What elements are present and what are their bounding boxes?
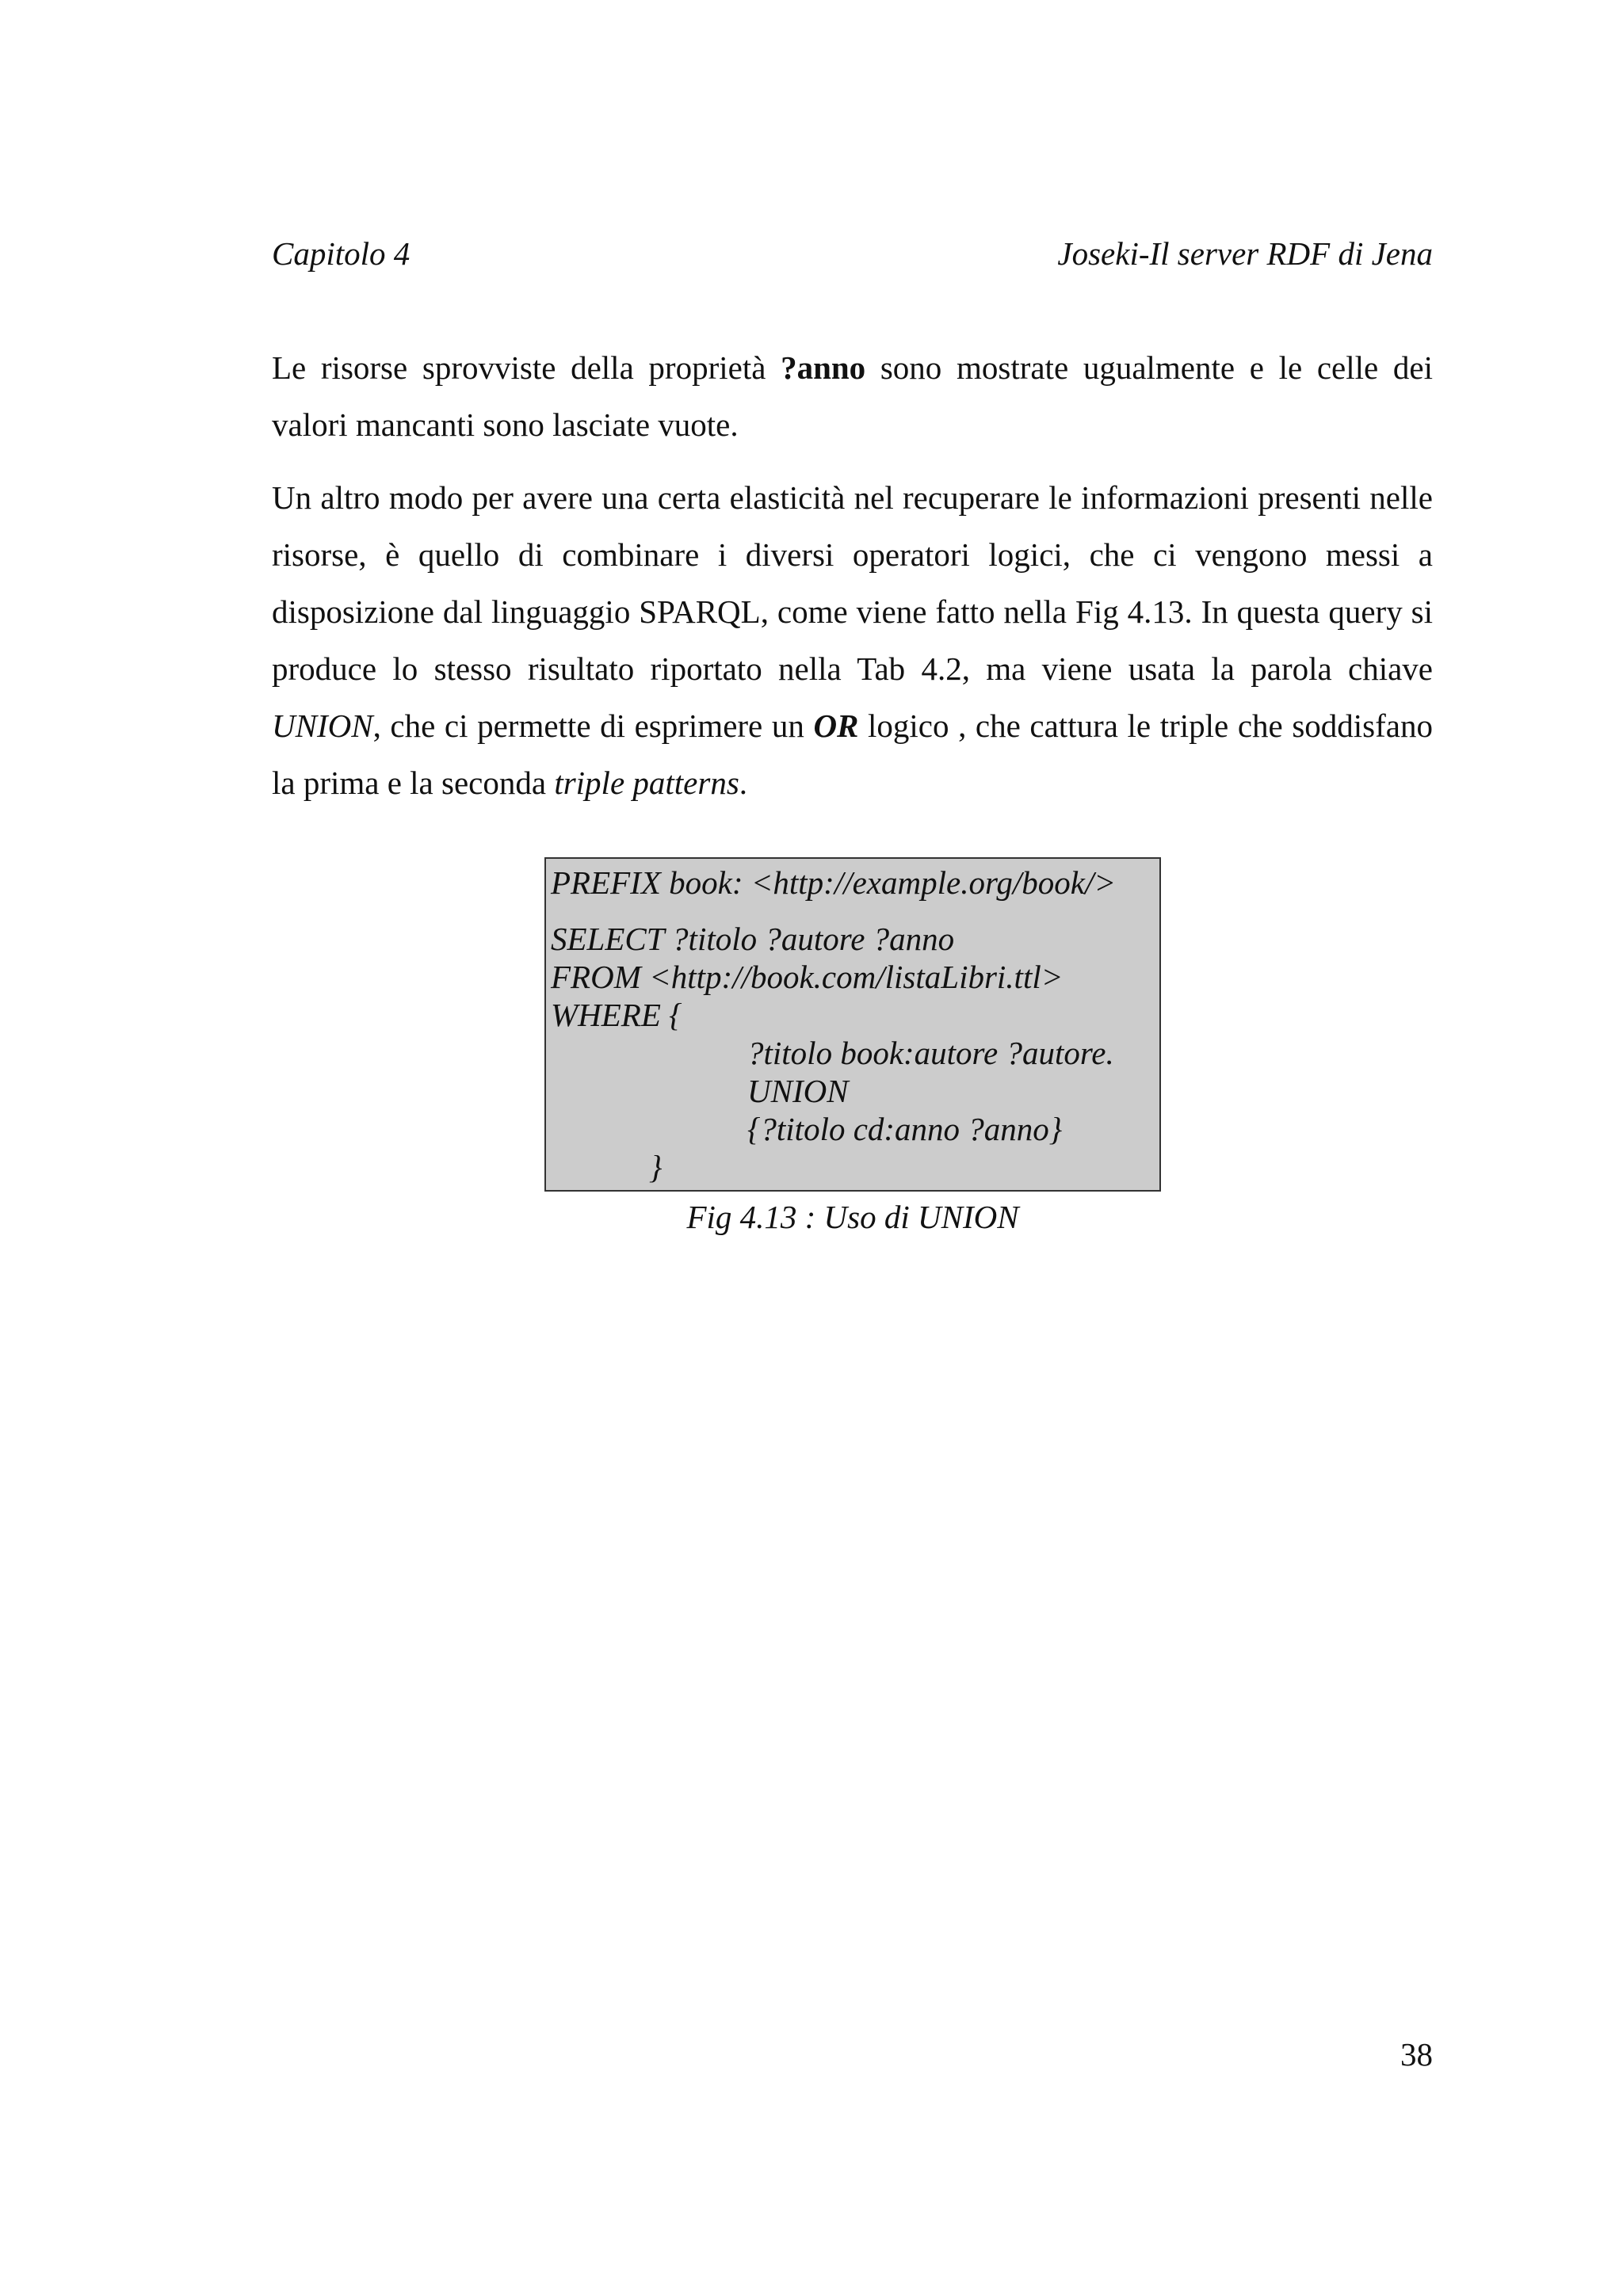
paragraph-2-text-b: , che ci permette di esprimere un — [372, 707, 814, 744]
paragraph-2-or-term: OR — [813, 707, 859, 744]
chapter-label: Capitolo 4 — [272, 235, 411, 272]
paragraph-1 — [272, 339, 1433, 453]
figure-caption: Fig 4.13 : Uso di UNION — [686, 1199, 1019, 1235]
paragraph-1-text-a: Le risorse sprovviste della proprietà — [272, 349, 781, 386]
code-select-line: SELECT ?titolo ?autore ?anno — [551, 921, 955, 957]
chapter-title: Joseki-Il server RDF di Jena — [1057, 235, 1433, 272]
code-pattern-1-line: ?titolo book:autore ?autore. — [747, 1035, 1114, 1071]
code-where-line: WHERE { — [551, 997, 682, 1033]
body-text — [272, 339, 1433, 827]
code-pattern-2-line: {?titolo cd:anno ?anno} — [747, 1111, 1063, 1147]
paragraph-2-text-d: . — [739, 765, 748, 801]
page-number: 38 — [1400, 2036, 1433, 2073]
code-union-line: UNION — [747, 1073, 849, 1109]
code-from-line: FROM <http://book.com/listaLibri.ttl> — [551, 959, 1064, 995]
paragraph-1-bold-term: ?anno — [781, 349, 866, 386]
paragraph-2-text-c: logico , che cattura le triple che soddisfano la prima e la seconda — [272, 707, 1433, 801]
running-header — [272, 231, 1433, 276]
code-close-brace-line: } — [649, 1149, 663, 1185]
paragraph-2-triple-patterns-term: triple patterns — [554, 765, 739, 801]
sparql-query-box — [544, 857, 1161, 1192]
code-prefix-line: PREFIX book: <http://example.org/book/> — [551, 864, 1117, 901]
code-gap — [551, 902, 1159, 920]
paragraph-2-union-term: UNION — [272, 707, 373, 744]
paragraph-1-text-b: sono mostrate ugualmente e le celle dei valori mancanti sono lasciate vuote. — [272, 349, 1433, 443]
paragraph-2 — [272, 469, 1433, 811]
paragraph-2-text-a: Un altro modo per avere una certa elasticità nel recuperare le informazioni presenti nelle risorse, è quello di combinare i diversi operatori logici, che ci vengono messi a disposizione dal linguaggio SPARQL, come viene fatto nella Fig 4.13. In questa query si produce lo stesso risultato riportato nella Tab 4.2, ma viene usata la parola chiave — [272, 479, 1433, 687]
